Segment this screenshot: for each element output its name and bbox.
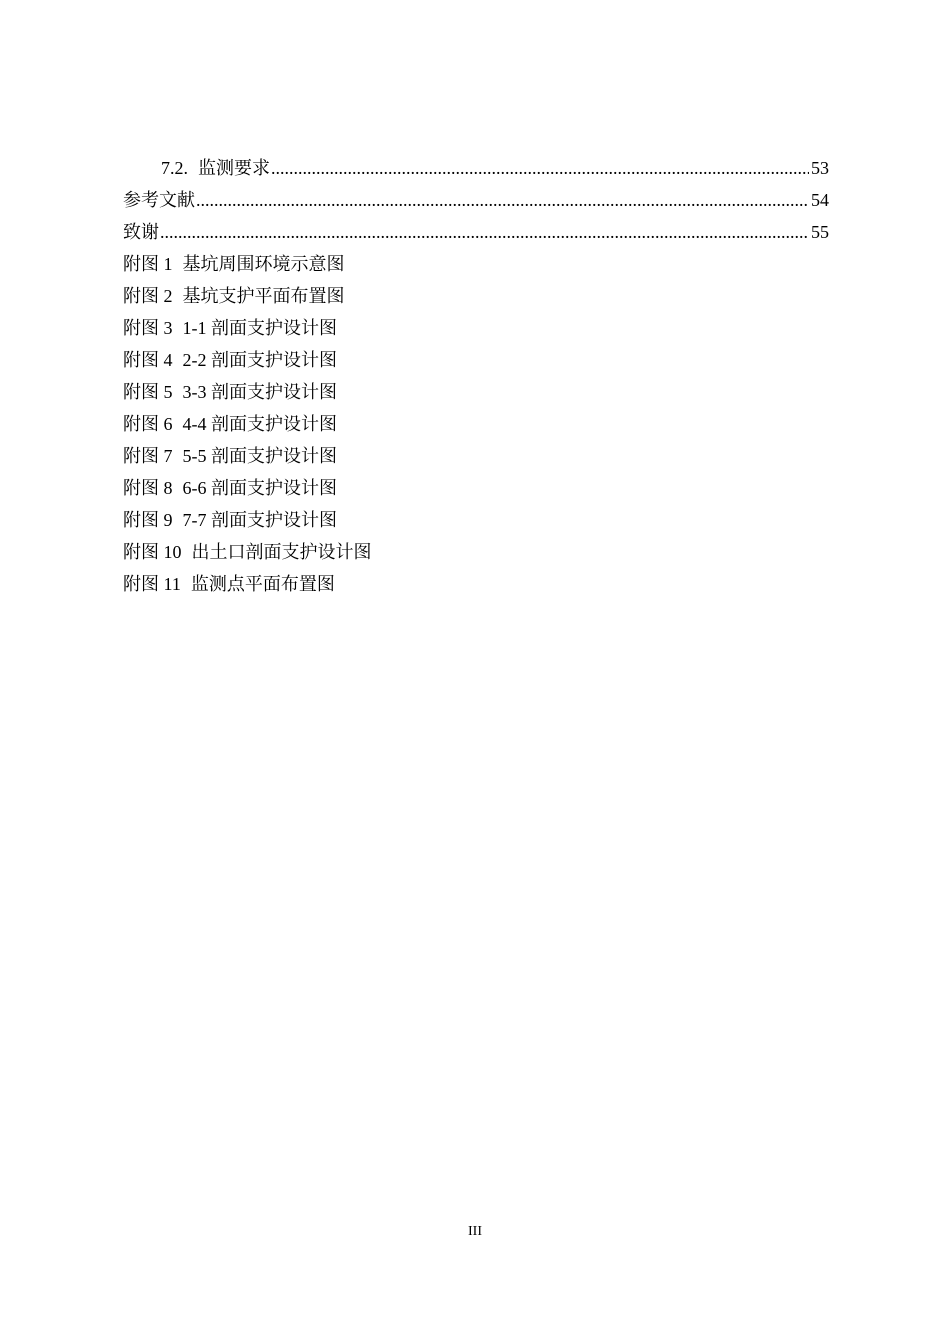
- toc-entry-monitoring-requirements[interactable]: [123, 152, 829, 184]
- toc-entry-title: 致谢: [123, 222, 159, 242]
- appendix-title: 出土口剖面支护设计图: [191, 542, 372, 562]
- appendix-label: 附图 2: [123, 286, 173, 306]
- appendix-item[interactable]: [123, 408, 829, 440]
- toc-dot-leader: [160, 216, 809, 248]
- toc-dot-leader: [196, 184, 809, 216]
- appendix-label: 附图 3: [123, 318, 173, 338]
- appendix-label: 附图 6: [123, 414, 173, 434]
- appendix-title: 5-5 剖面支护设计图: [182, 446, 337, 466]
- toc-entry-page: 54: [811, 190, 829, 210]
- appendix-item[interactable]: [123, 504, 829, 536]
- toc-entry-title: 监测要求: [198, 158, 270, 178]
- appendix-title: 基坑周围环境示意图: [182, 254, 345, 274]
- appendix-label: 附图 10: [123, 542, 182, 562]
- appendix-title: 3-3 剖面支护设计图: [182, 382, 337, 402]
- toc-entry-references[interactable]: [123, 184, 829, 216]
- appendix-item[interactable]: [123, 472, 829, 504]
- appendix-title: 4-4 剖面支护设计图: [182, 414, 337, 434]
- appendix-item[interactable]: [123, 248, 829, 280]
- appendix-item[interactable]: [123, 536, 829, 568]
- toc-entry-acknowledgements[interactable]: [123, 216, 829, 248]
- appendix-title: 6-6 剖面支护设计图: [182, 478, 337, 498]
- appendix-title: 7-7 剖面支护设计图: [182, 510, 337, 530]
- appendix-item[interactable]: [123, 280, 829, 312]
- toc-entry-title: 参考文献: [123, 190, 195, 210]
- appendix-item[interactable]: [123, 312, 829, 344]
- appendix-title: 1-1 剖面支护设计图: [182, 318, 337, 338]
- appendix-label: 附图 5: [123, 382, 173, 402]
- appendix-label: 附图 7: [123, 446, 173, 466]
- toc-entry-page: 53: [811, 158, 829, 178]
- toc-entry-page: 55: [811, 222, 829, 242]
- appendix-label: 附图 9: [123, 510, 173, 530]
- appendix-label: 附图 11: [123, 574, 181, 594]
- page-number: III: [468, 1224, 482, 1239]
- toc-dot-leader: [271, 152, 809, 184]
- appendix-item[interactable]: [123, 344, 829, 376]
- appendix-label: 附图 4: [123, 350, 173, 370]
- appendix-title: 2-2 剖面支护设计图: [182, 350, 337, 370]
- appendix-item[interactable]: [123, 440, 829, 472]
- appendix-item[interactable]: [123, 376, 829, 408]
- appendix-title: 基坑支护平面布置图: [182, 286, 345, 306]
- appendix-label: 附图 8: [123, 478, 173, 498]
- appendix-item[interactable]: [123, 568, 829, 600]
- appendix-label: 附图 1: [123, 254, 173, 274]
- table-of-contents: [123, 152, 829, 600]
- appendix-title: 监测点平面布置图: [190, 574, 335, 594]
- toc-entry-number: 7.2.: [161, 158, 188, 178]
